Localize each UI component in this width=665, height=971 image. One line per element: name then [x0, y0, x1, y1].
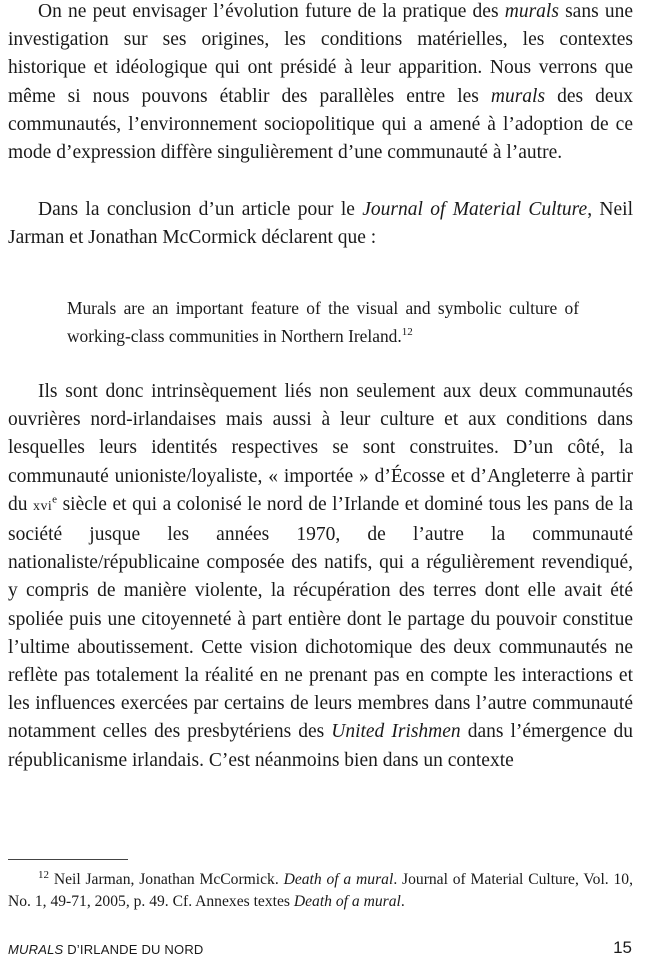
century-superscript: e	[52, 493, 58, 506]
text-run: Ils sont donc intrinsèquement liés non seulement aux deux communautés ouvrières nord-irlandaises mais aussi à leur culture et aux conditions dans lesquelles leurs identités respectives se sont construites. D’un côté, la communauté unioniste/loyaliste, « importée » d’Écosse et d’Angleterre à partir du	[8, 381, 633, 515]
text-run: , Neil Jarman et Jonathan McCormick déclarent que :	[8, 199, 634, 249]
text-run: Neil Jarman, Jonathan McCormick.	[49, 871, 284, 888]
italic-title: Death of a mural	[293, 893, 401, 910]
footnote-number: 12	[38, 868, 49, 881]
century-numeral: xvi	[33, 498, 53, 514]
body-paragraph-3	[8, 378, 633, 775]
running-head-text: D’IRLANDE DU NORD	[63, 942, 204, 957]
text-run: sans une investigation sur ses origines, les conditions matérielles, les contextes historique et idéologique qui ont présidé à leur apparition. Nous verrons que même si nous pouvons établir des parallèles entre les	[8, 1, 634, 107]
text-run: .	[400, 893, 405, 910]
text-run: On ne peut envisager l’évolution future de la pratique des	[38, 1, 505, 22]
italic-term: murals	[490, 85, 546, 107]
block-quote	[67, 295, 579, 350]
text-run: . Journal of Material Culture, Vol. 10, No. 1, 49-71, 2005, p. 49. Cf. Annexes textes	[8, 871, 633, 910]
journal-title: Journal of Material Culture	[362, 199, 588, 220]
body-paragraph-2	[8, 196, 633, 252]
footnote	[8, 869, 633, 913]
italic-term: United Irishmen	[331, 721, 461, 743]
text-run: siècle et qui a colonisé le nord de l’Irlande et dominé tous les pans de la société jusque les années 1970, de l’autre la communauté nationaliste/républicaine composée des natifs, qui a régulièrement revendiqué, y compris de manière violente, la récupération des terres dont elle avait été spoliée puis une citoyenneté à part entière dont le partage du pouvoir constitue l’ultime aboutissement. Cette vision dichotomique des deux communautés ne reflète pas totalement la réalité en ne prenant pas en compte les interactions et les influences exercées par certains de leurs membres dans l’autre communauté notamment celles des presbytériens des	[8, 493, 633, 743]
running-head-italic: MURALS	[8, 942, 64, 957]
italic-title: Death of a mural	[283, 871, 394, 888]
italic-term: murals	[504, 1, 559, 22]
footnote-divider	[8, 859, 128, 860]
quote-text: Murals are an important feature of the visual and symbolic culture of working-class communities in Northern Ireland.	[67, 298, 579, 346]
page-number: 15	[613, 938, 632, 957]
text-run: des deux communautés, l’environnement sociopolitique qui a amené à l’adoption de ce mode d’expression diffère singulièrement d’une communauté à l’autre.	[8, 85, 633, 164]
running-head	[8, 942, 204, 957]
footnote-reference: 12	[401, 325, 413, 338]
text-run: Dans la conclusion d’un article pour le	[38, 199, 363, 220]
text-run: dans l’émergence du républicanisme irlandais. C’est néanmoins bien dans un contexte	[8, 721, 633, 771]
body-paragraph-1	[8, 0, 633, 167]
